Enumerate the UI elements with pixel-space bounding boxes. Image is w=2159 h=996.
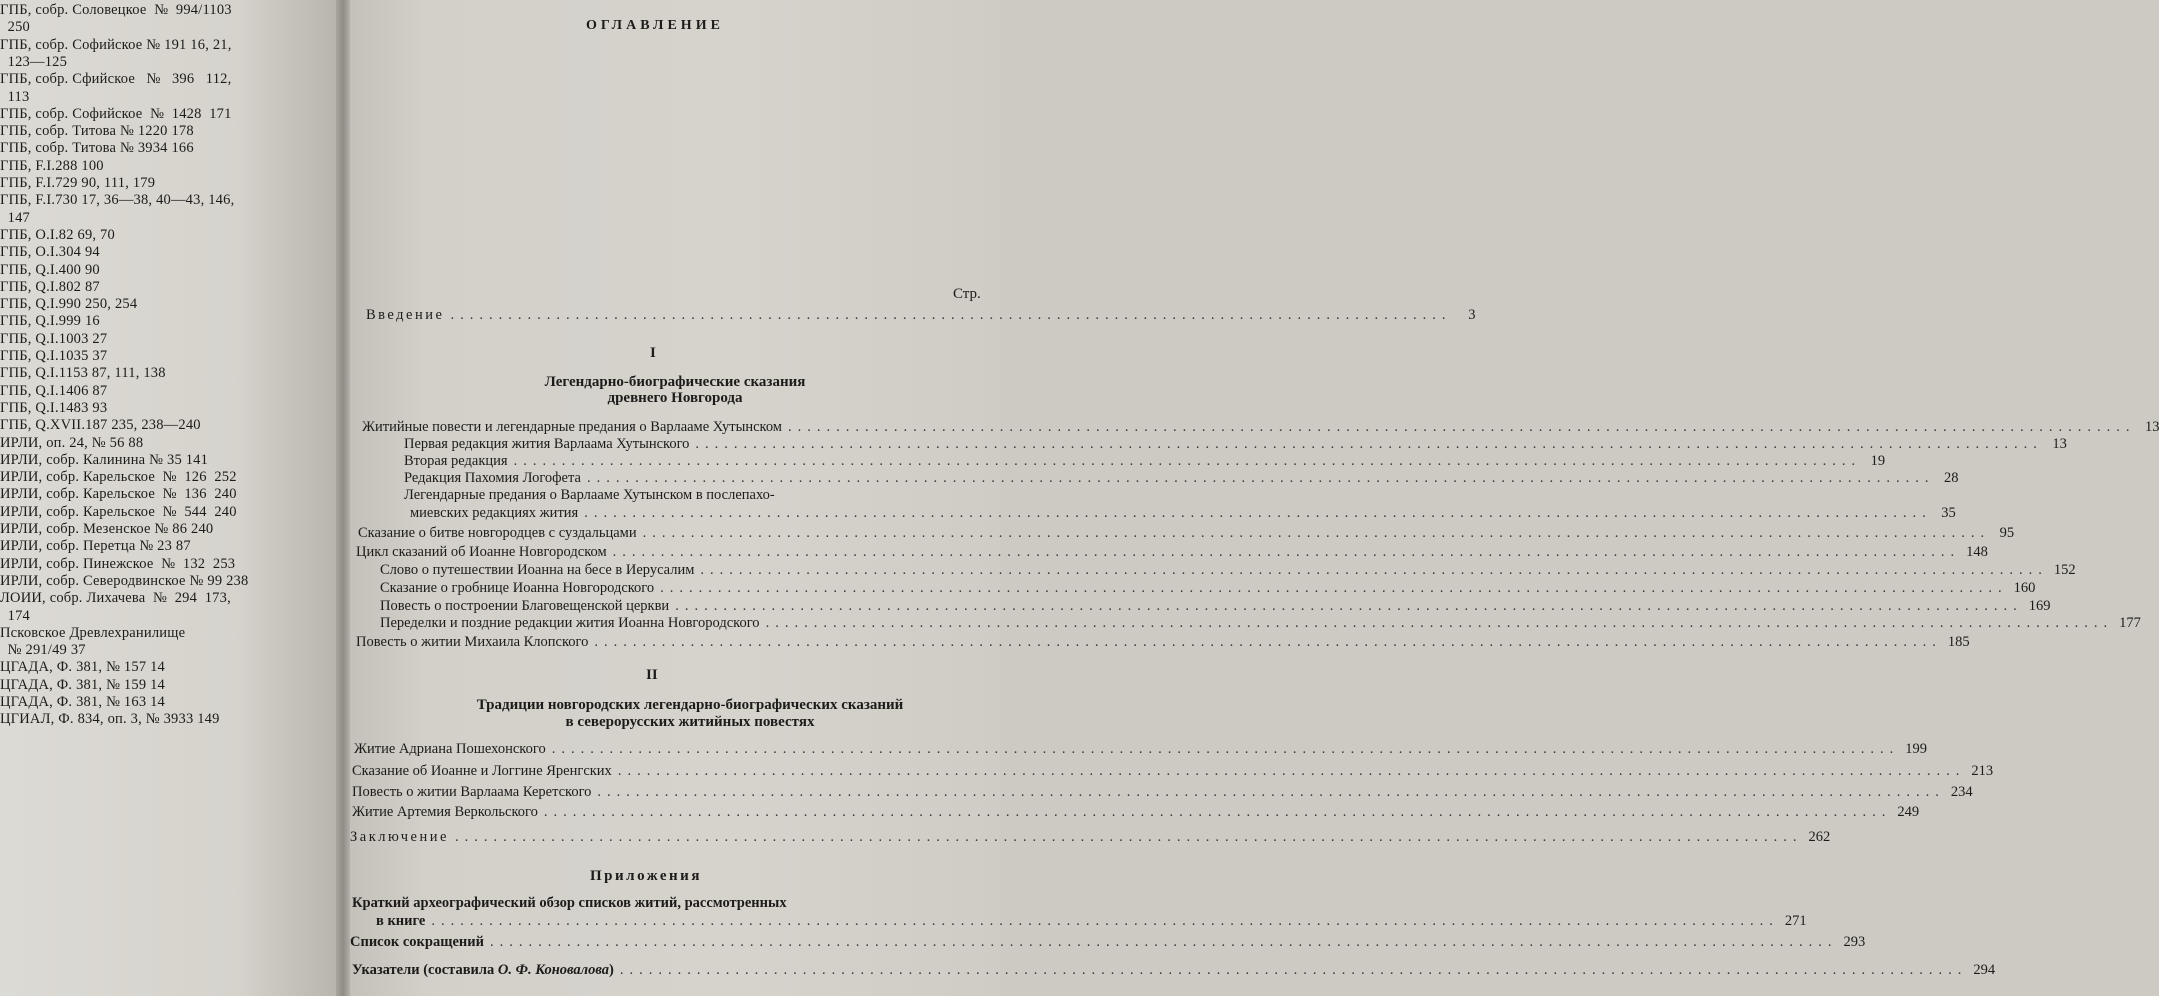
index-line: ГПБ, собр. Титова № 3934 166	[0, 140, 194, 157]
leader-dots: ............................................................................................................................................	[617, 763, 1966, 779]
toc-entry-page: 234	[1950, 784, 1973, 800]
leader-dots: ............................................................................................................................................	[619, 962, 1968, 978]
toc-entry-page: 271	[1784, 913, 1807, 929]
index-line: 147	[0, 209, 30, 226]
toc-entry-title: Переделки и поздние редакции жития Иоанна Новгородского	[380, 615, 760, 631]
leader-dots: ............................................................................................................................................	[551, 741, 1900, 757]
left-page-index	[0, 0, 336, 996]
index-line: ГПБ, Q.I.1035 37	[0, 348, 108, 364]
toc-entry-title: Повесть о житии Михаила Клопского	[356, 634, 589, 650]
index-line: ЦГАДА, Ф. 381, № 159 14	[0, 676, 165, 693]
index-line: ГПБ, Q.I.1003 27	[0, 330, 108, 347]
leader-dots: ............................................................................................................................................	[454, 829, 1803, 845]
toc-entry-page: 199	[1905, 741, 1927, 757]
part2-numeral: II	[646, 667, 658, 683]
toc-entry-title-cont: миевских редакциях жития	[410, 505, 579, 521]
toc-entry[interactable]	[410, 504, 1956, 522]
index-line: 250	[0, 19, 30, 36]
part1-numeral: I	[650, 345, 656, 361]
toc-entry-title: Житийные повести и легендарные предания о Варлааме Хутынском	[362, 419, 782, 435]
index-line: Псковское Древлехранилище	[0, 624, 186, 641]
part1-heading-line1: Легендарно-биографические сказания	[544, 374, 806, 390]
toc-entry[interactable]	[352, 783, 1973, 801]
toc-entry[interactable]	[380, 579, 2036, 597]
toc-entry-page: 152	[2053, 562, 2076, 578]
toc-entry[interactable]	[354, 740, 1927, 758]
index-line: ГПБ, собр. Софийское № 1428 171	[0, 105, 232, 122]
index-line: ГПБ, Q.I.999 16	[0, 313, 100, 330]
toc-entry[interactable]	[350, 828, 1831, 846]
leader-dots: ........................................................................................................	[450, 307, 1452, 323]
toc-entry-page: 169	[2028, 598, 2051, 614]
toc-entry-page: 95	[1999, 525, 2015, 541]
toc-entry-title: Сказание об Иоанне и Логгине Яренгских	[352, 763, 612, 779]
toc-entry-title: Цикл сказаний об Иоанне Новгородском	[356, 544, 607, 560]
page-title: ОГЛАВЛЕНИЕ	[586, 18, 724, 33]
toc-entry[interactable]	[356, 543, 1988, 561]
toc-entry-title: Житие Артемия Веркольского	[352, 804, 538, 820]
toc-entry[interactable]	[350, 933, 1866, 951]
index-line: ГПБ, собр. Титова № 1220 178	[0, 123, 194, 140]
index-line: ИРЛИ, собр. Карельское № 136 240	[0, 486, 237, 503]
toc-entry[interactable]	[352, 803, 1920, 821]
index-line: ЦГАДА, Ф. 381, № 157 14	[0, 659, 165, 676]
index-line: ГПБ, Q.XVII.187 235, 238—240	[0, 417, 201, 434]
index-line: 113	[0, 88, 30, 105]
leader-dots: ............................................................................................................................................	[431, 913, 1779, 929]
toc-entry[interactable]	[404, 469, 1959, 487]
toc-entry[interactable]	[358, 524, 2015, 542]
index-line: ЦГАДА, Ф. 381, № 163 14	[0, 694, 165, 710]
toc-entry-page: 28	[1943, 470, 1959, 486]
index-line: ГПБ, собр. Софийское № 191 16, 21,	[0, 36, 232, 53]
toc-entry-title: Сказание о гробнице Иоанна Новгородского	[380, 580, 655, 596]
part2-heading-line2: в северорусских житийных повестях	[565, 714, 815, 730]
leader-dots: ............................................................................................................................................	[489, 934, 1838, 950]
toc-entry-title: Первая редакция жития Варлаама Хутынского	[404, 436, 690, 452]
toc-entry-page: 249	[1897, 804, 1920, 820]
part2-heading-line1: Традиции новгородских легендарно-биографических сказаний	[476, 697, 904, 713]
toc-entry-title-cont: в книге	[376, 913, 426, 929]
index-line: № 291/49 37	[0, 642, 86, 659]
leader-dots: ............................................................................................................................................	[787, 419, 2136, 435]
toc-entry-page: 213	[1971, 763, 1994, 779]
leader-dots: ............................................................................................................................................	[543, 804, 1892, 820]
toc-entry[interactable]	[380, 597, 2051, 615]
toc-entry-page: 185	[1947, 634, 1970, 650]
index-line: ГПБ, F.I.730 17, 36—38, 40—43, 146,	[0, 192, 235, 209]
toc-entry[interactable]	[404, 435, 2067, 453]
toc-entry-title[interactable]: Краткий археографический обзор списков житий, рассмотренных	[352, 895, 787, 911]
leader-dots: ............................................................................................................................................	[642, 525, 1991, 541]
toc-entry-title: Повесть о житии Варлаама Керетского	[352, 784, 592, 800]
index-line: ГПБ, собр. Соловецкое № 994/1103	[0, 2, 232, 18]
toc-entry-title: Сказание о битве новгородцев с суздальцами	[358, 525, 637, 541]
toc-entry-page: 13	[2052, 436, 2067, 452]
toc-entry[interactable]	[380, 614, 2141, 632]
toc-entry[interactable]	[362, 418, 2159, 436]
index-line: ГПБ, Q.I.400 90	[0, 261, 100, 278]
toc-entry-title[interactable]: Легендарные предания о Варлааме Хутынском в послепахо-	[404, 487, 775, 503]
toc-entry-title: Повесть о построении Благовещенской церкви	[380, 598, 670, 614]
toc-entry-title: Вторая редакция	[404, 453, 508, 469]
index-line: ЦГИАЛ, Ф. 834, оп. 3, № 3933 149	[0, 711, 220, 728]
index-line: 123—125	[0, 53, 68, 70]
index-line: ГПБ, Q.I.1483 93	[0, 399, 108, 416]
toc-entry-title: Указатели (составила О. Ф. Коновалова)	[352, 962, 614, 978]
toc-entry-page: 262	[1808, 829, 1831, 845]
index-line: ИРЛИ, собр. Северодвинское № 99 238	[0, 572, 249, 589]
leader-dots: ............................................................................................................................................	[594, 634, 1942, 650]
toc-entry-page: 293	[1843, 934, 1866, 950]
toc-entry-page: 3	[1468, 307, 1476, 323]
leader-dots: ............................................................................................................................................	[584, 505, 1932, 521]
index-line: ГПБ, O.I.304 94	[0, 244, 100, 261]
index-line: ГПБ, O.I.82 69, 70	[0, 226, 115, 243]
toc-entry-page: 19	[1870, 453, 1886, 469]
toc-entry-title: Заключение	[350, 829, 449, 845]
index-line: ГПБ, Q.I.1153 87, 111, 138	[0, 365, 166, 382]
part1-heading-line2: древнего Новгорода	[607, 390, 743, 406]
toc-entry-page: 160	[2013, 580, 2036, 596]
index-line: ИРЛИ, собр. Калинина № 35 141	[0, 451, 209, 468]
toc-entry-page: 148	[1966, 544, 1988, 560]
index-line: ГПБ, Q.I.802 87	[0, 278, 100, 295]
toc-entry-page: 177	[2119, 615, 2141, 631]
index-line: ЛОИИ, собр. Лихачева № 294 173,	[0, 590, 231, 607]
toc-entry[interactable]	[404, 452, 1886, 470]
leader-dots: ............................................................................................................................................	[586, 470, 1935, 486]
book-spine	[336, 0, 350, 996]
toc-entry[interactable]	[352, 762, 1994, 780]
toc-entry-page: 35	[1941, 505, 1956, 521]
toc-entry[interactable]	[380, 561, 2076, 579]
index-line: ГПБ, Q.I.990 250, 254	[0, 296, 138, 313]
index-line: ИРЛИ, собр. Пинежское № 132 253	[0, 555, 236, 572]
right-page-contents	[350, 0, 2159, 996]
toc-entry-page: 13	[2144, 419, 2159, 435]
index-line: ИРЛИ, собр. Мезенское № 86 240	[0, 521, 214, 537]
index-line: ГПБ, собр. Сфийское № 396 112,	[0, 71, 232, 88]
toc-entry-title: Введение	[366, 307, 445, 323]
leader-dots: ............................................................................................................................................	[597, 784, 1945, 800]
index-line: ИРЛИ, собр. Карельское № 126 252	[0, 469, 237, 486]
index-line: ГПБ, F.I.729 90, 111, 179	[0, 175, 156, 191]
index-line: 174	[0, 607, 30, 624]
leader-dots: ............................................................................................................................................	[612, 544, 1961, 560]
compiler-name: О. Ф. Коновалова	[497, 962, 609, 978]
toc-entry-title: Редакция Пахомия Логофета	[404, 470, 581, 486]
toc-entry-title: Слово о путешествии Иоанна на бесе в Иерусалим	[380, 562, 695, 578]
page-column-label: Стр.	[953, 286, 981, 302]
index-line: ИРЛИ, собр. Карельское № 544 240	[0, 503, 237, 520]
toc-entry[interactable]	[352, 961, 1996, 979]
leader-dots: ............................................................................................................................................	[660, 580, 2008, 596]
toc-entry[interactable]	[376, 912, 1807, 930]
index-line: ГПБ, Q.I.1406 87	[0, 382, 108, 399]
toc-entry-title: Житие Адриана Пошехонского	[354, 741, 546, 757]
leader-dots: ............................................................................................................................................	[695, 436, 2043, 452]
leader-dots: ............................................................................................................................................	[700, 562, 2048, 578]
leader-dots: ............................................................................................................................................	[675, 598, 2023, 614]
toc-entry-page: 294	[1973, 962, 1996, 978]
index-line: ИРЛИ, собр. Перетца № 23 87	[0, 538, 191, 555]
toc-entry-intro[interactable]	[366, 306, 1476, 324]
appendix-heading: Приложения	[590, 868, 702, 884]
leader-dots: ............................................................................................................................................	[765, 615, 2114, 631]
index-line: ГПБ, F.I.288 100	[0, 157, 104, 174]
toc-entry[interactable]	[356, 633, 1970, 651]
index-line: ИРЛИ, оп. 24, № 56 88	[0, 434, 144, 451]
toc-entry-title: Список сокращений	[350, 934, 484, 950]
leader-dots: ............................................................................................................................................	[513, 453, 1862, 469]
